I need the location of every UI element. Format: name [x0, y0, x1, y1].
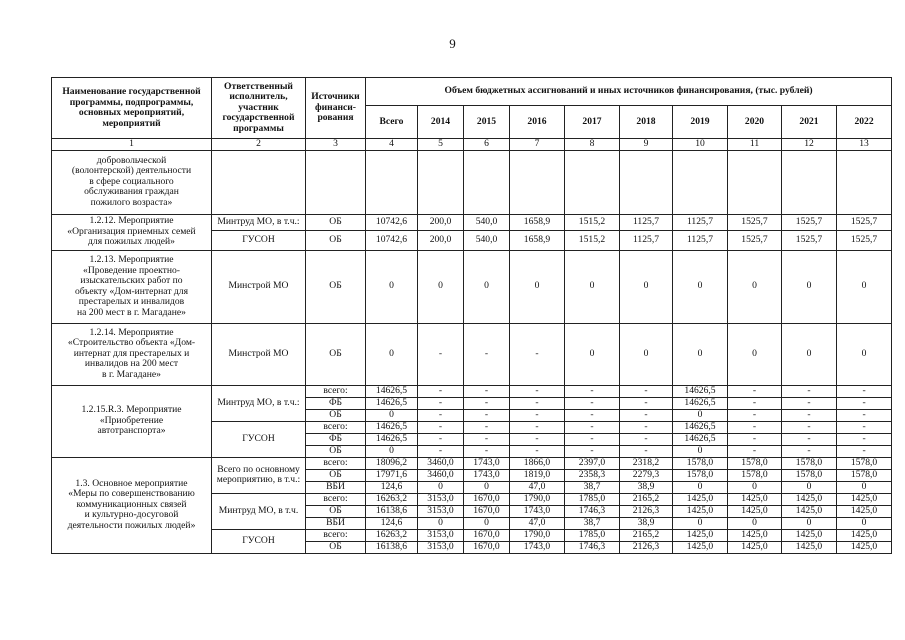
value-cell: - [418, 445, 464, 457]
table-row [52, 457, 892, 469]
value-cell: 0 [837, 250, 892, 323]
responsible-cell: ГУСОН [212, 529, 306, 553]
value-cell: 1578,0 [782, 457, 837, 469]
header-year: 2015 [464, 106, 510, 139]
value-cell: - [837, 397, 892, 409]
index-cell: 3 [306, 139, 366, 151]
empty-cell [728, 150, 782, 214]
empty-cell [418, 150, 464, 214]
value-cell: - [418, 409, 464, 421]
value-cell: - [464, 385, 510, 397]
value-cell: 0 [366, 445, 418, 457]
value-cell: 1790,0 [510, 529, 565, 541]
value-cell: 38,7 [565, 481, 620, 493]
index-cell: 12 [782, 139, 837, 151]
measure-name: 1.2.13. Мероприятие «Проведение проектно- изыскательских работ по объекту «Дом-интернат для престарелых и инвалидов на 200 мест в г. Магадане» [52, 250, 212, 323]
value-cell: 14626,5 [673, 433, 728, 445]
value-cell: - [565, 409, 620, 421]
value-cell: - [620, 445, 673, 457]
value-cell: - [728, 421, 782, 433]
value-cell: - [837, 445, 892, 457]
value-cell: 1425,0 [673, 493, 728, 505]
value-cell: 1425,0 [837, 529, 892, 541]
value-cell: 3153,0 [418, 493, 464, 505]
value-cell: 2279,3 [620, 469, 673, 481]
source-cell: ФБ [306, 397, 366, 409]
value-cell: 1743,0 [464, 457, 510, 469]
responsible-cell: Минтруд МО, в т.ч.: [212, 385, 306, 421]
value-cell: 0 [366, 409, 418, 421]
value-cell: 1578,0 [728, 457, 782, 469]
value-cell: - [620, 397, 673, 409]
page-number: 9 [449, 36, 456, 51]
header-year: 2020 [728, 106, 782, 139]
value-cell: 0 [673, 409, 728, 421]
source-cell: всего: [306, 421, 366, 433]
value-cell: 1125,7 [673, 214, 728, 230]
table-row [52, 214, 892, 230]
value-cell: 0 [673, 517, 728, 529]
value-cell: 1425,0 [728, 541, 782, 553]
source-cell: ОБ [306, 409, 366, 421]
value-cell: 2165,2 [620, 529, 673, 541]
value-cell: - [565, 433, 620, 445]
value-cell: 0 [782, 250, 837, 323]
value-cell: - [728, 445, 782, 457]
value-cell: 3460,0 [418, 457, 464, 469]
value-cell: - [565, 397, 620, 409]
value-cell: - [837, 385, 892, 397]
index-cell: 9 [620, 139, 673, 151]
value-cell: 540,0 [464, 230, 510, 250]
value-cell: - [728, 433, 782, 445]
header-responsible: Ответственный исполнитель, участник государственной программы [212, 78, 306, 139]
source-cell: ОБ [306, 250, 366, 323]
value-cell: 1658,9 [510, 230, 565, 250]
index-cell: 13 [837, 139, 892, 151]
value-cell: 0 [673, 445, 728, 457]
header-year: 2018 [620, 106, 673, 139]
responsible-cell: ГУСОН [212, 230, 306, 250]
value-cell: 1743,0 [510, 505, 565, 517]
value-cell: 1785,0 [565, 493, 620, 505]
value-cell: 1746,3 [565, 541, 620, 553]
value-cell: 0 [673, 481, 728, 493]
value-cell: 1578,0 [782, 469, 837, 481]
value-cell: - [782, 385, 837, 397]
source-cell: ОБ [306, 230, 366, 250]
responsible-cell: Минтруд МО, в т.ч.: [212, 214, 306, 230]
responsible-cell: Минтруд МО, в т.ч. [212, 493, 306, 529]
value-cell: 47,0 [510, 517, 565, 529]
value-cell: 0 [510, 250, 565, 323]
value-cell: - [510, 421, 565, 433]
header-year: 2016 [510, 106, 565, 139]
value-cell: - [418, 397, 464, 409]
value-cell: 1125,7 [620, 230, 673, 250]
value-cell: 1425,0 [673, 529, 728, 541]
value-cell: 1515,2 [565, 230, 620, 250]
value-cell: - [837, 433, 892, 445]
value-cell: 0 [782, 323, 837, 385]
value-cell: 38,9 [620, 517, 673, 529]
empty-cell [212, 150, 306, 214]
value-cell: - [728, 397, 782, 409]
value-cell: 14626,5 [673, 385, 728, 397]
source-cell: ОБ [306, 505, 366, 517]
value-cell: 14626,5 [366, 421, 418, 433]
empty-cell [620, 150, 673, 214]
value-cell: 14626,5 [366, 397, 418, 409]
value-cell: 2318,2 [620, 457, 673, 469]
value-cell: 1578,0 [673, 457, 728, 469]
responsible-cell: Минстрой МО [212, 250, 306, 323]
value-cell: 1743,0 [510, 541, 565, 553]
value-cell: - [620, 421, 673, 433]
value-cell: 1658,9 [510, 214, 565, 230]
value-cell: 0 [728, 517, 782, 529]
index-cell: 10 [673, 139, 728, 151]
value-cell: - [510, 409, 565, 421]
value-cell: 0 [565, 323, 620, 385]
value-cell: 0 [837, 517, 892, 529]
value-cell: 1866,0 [510, 457, 565, 469]
value-cell: 540,0 [464, 214, 510, 230]
value-cell: 17971,6 [366, 469, 418, 481]
value-cell: 1670,0 [464, 541, 510, 553]
value-cell: 1125,7 [673, 230, 728, 250]
value-cell: - [510, 323, 565, 385]
value-cell: 1746,3 [565, 505, 620, 517]
value-cell: - [464, 445, 510, 457]
index-cell: 6 [464, 139, 510, 151]
source-cell: всего: [306, 385, 366, 397]
value-cell: 0 [728, 481, 782, 493]
value-cell: 0 [728, 323, 782, 385]
value-cell: 1425,0 [673, 541, 728, 553]
value-cell: 3460,0 [418, 469, 464, 481]
value-cell: 0 [418, 517, 464, 529]
value-cell: 1578,0 [728, 469, 782, 481]
value-cell: - [620, 433, 673, 445]
header-funding: Объем бюджетных ассигнований и иных источников финансирования, (тыс. рублей) [366, 78, 892, 106]
value-cell: 2126,3 [620, 541, 673, 553]
value-cell: - [728, 385, 782, 397]
value-cell: 0 [620, 250, 673, 323]
value-cell: 1425,0 [782, 493, 837, 505]
value-cell: - [418, 323, 464, 385]
value-cell: 14626,5 [673, 421, 728, 433]
responsible-cell: Всего по основному мероприятию, в т.ч.: [212, 457, 306, 493]
responsible-cell: ГУСОН [212, 421, 306, 457]
value-cell: 124,6 [366, 481, 418, 493]
measure-name: 1.2.15.R.3. Мероприятие «Приобретение автотранспорта» [52, 385, 212, 457]
value-cell: - [565, 445, 620, 457]
value-cell: 0 [418, 250, 464, 323]
value-cell: 16138,6 [366, 505, 418, 517]
index-row [52, 139, 892, 151]
value-cell: 10742,6 [366, 230, 418, 250]
value-cell: - [418, 433, 464, 445]
table-row [52, 250, 892, 323]
value-cell: 1425,0 [837, 493, 892, 505]
value-cell: - [510, 397, 565, 409]
index-cell: 4 [366, 139, 418, 151]
value-cell: - [782, 445, 837, 457]
value-cell: 1670,0 [464, 505, 510, 517]
value-cell: 124,6 [366, 517, 418, 529]
value-cell: 200,0 [418, 230, 464, 250]
value-cell: 3153,0 [418, 529, 464, 541]
value-cell: 1743,0 [464, 469, 510, 481]
source-cell: всего: [306, 493, 366, 505]
table-row [52, 323, 892, 385]
value-cell: - [782, 433, 837, 445]
value-cell: 1670,0 [464, 493, 510, 505]
value-cell: - [464, 323, 510, 385]
value-cell: - [464, 397, 510, 409]
header-year: 2021 [782, 106, 837, 139]
value-cell: 1578,0 [673, 469, 728, 481]
value-cell: 0 [418, 481, 464, 493]
value-cell: 1425,0 [728, 505, 782, 517]
value-cell: - [464, 409, 510, 421]
empty-cell [782, 150, 837, 214]
empty-cell [673, 150, 728, 214]
value-cell: 18096,2 [366, 457, 418, 469]
header-total: Всего [366, 106, 418, 139]
measure-name: 1.2.12. Мероприятие «Организация приемных семей для пожилых людей» [52, 214, 212, 250]
value-cell: 1425,0 [782, 529, 837, 541]
measure-name: 1.2.14. Мероприятие «Строительство объекта «Дом- интернат для престарелых и инвалидов на 200 мест в г. Магадане» [52, 323, 212, 385]
value-cell: 0 [464, 250, 510, 323]
value-cell: 1525,7 [782, 214, 837, 230]
index-cell: 11 [728, 139, 782, 151]
value-cell: 1819,0 [510, 469, 565, 481]
index-cell: 5 [418, 139, 464, 151]
value-cell: - [464, 421, 510, 433]
table-row [52, 150, 892, 214]
empty-cell [565, 150, 620, 214]
value-cell: 1785,0 [565, 529, 620, 541]
source-cell: ОБ [306, 469, 366, 481]
source-cell: ВБИ [306, 481, 366, 493]
source-cell: ВБИ [306, 517, 366, 529]
header-year: 2017 [565, 106, 620, 139]
value-cell: - [620, 409, 673, 421]
responsible-cell: Минстрой МО [212, 323, 306, 385]
empty-cell [510, 150, 565, 214]
value-cell: 16263,2 [366, 493, 418, 505]
value-cell: 0 [565, 250, 620, 323]
header-year: 2022 [837, 106, 892, 139]
header-name: Наименование государственной программы, подпрограммы, основных мероприятий, мероприятий [52, 78, 212, 139]
value-cell: 0 [782, 517, 837, 529]
value-cell: 1578,0 [837, 469, 892, 481]
value-cell: - [418, 421, 464, 433]
value-cell: 2165,2 [620, 493, 673, 505]
value-cell: 1425,0 [837, 541, 892, 553]
empty-cell [464, 150, 510, 214]
measure-name: 1.3. Основное мероприятие «Меры по совершенствованию коммуникационных связей и культурно-досуговой деятельности пожилых людей» [52, 457, 212, 553]
value-cell: 2358,3 [565, 469, 620, 481]
value-cell: - [782, 397, 837, 409]
value-cell: 1425,0 [728, 529, 782, 541]
value-cell: 1525,7 [837, 214, 892, 230]
value-cell: - [418, 385, 464, 397]
header-source: Источники финанси-рования [306, 78, 366, 139]
value-cell: 10742,6 [366, 214, 418, 230]
empty-cell [366, 150, 418, 214]
value-cell: - [565, 385, 620, 397]
value-cell: 0 [366, 250, 418, 323]
value-cell: 2126,3 [620, 505, 673, 517]
value-cell: - [782, 409, 837, 421]
value-cell: - [620, 385, 673, 397]
value-cell: - [728, 409, 782, 421]
source-cell: всего: [306, 457, 366, 469]
value-cell: 0 [464, 481, 510, 493]
value-cell: - [565, 421, 620, 433]
value-cell: 0 [620, 323, 673, 385]
value-cell: 1790,0 [510, 493, 565, 505]
value-cell: 2397,0 [565, 457, 620, 469]
value-cell: 0 [837, 323, 892, 385]
value-cell: 1525,7 [837, 230, 892, 250]
value-cell: - [464, 433, 510, 445]
source-cell: ОБ [306, 214, 366, 230]
value-cell: 1425,0 [782, 541, 837, 553]
value-cell: - [510, 433, 565, 445]
funding-table [51, 77, 892, 554]
index-cell: 8 [565, 139, 620, 151]
index-cell: 2 [212, 139, 306, 151]
source-cell: ФБ [306, 433, 366, 445]
value-cell: 200,0 [418, 214, 464, 230]
value-cell: - [837, 409, 892, 421]
value-cell: 0 [464, 517, 510, 529]
value-cell: 3153,0 [418, 505, 464, 517]
value-cell: - [510, 445, 565, 457]
source-cell: ОБ [306, 323, 366, 385]
header-year: 2014 [418, 106, 464, 139]
value-cell: 1425,0 [728, 493, 782, 505]
value-cell: 1525,7 [782, 230, 837, 250]
value-cell: - [782, 421, 837, 433]
value-cell: 14626,5 [673, 397, 728, 409]
value-cell: - [837, 421, 892, 433]
table-row [52, 385, 892, 397]
measure-name: добровольческой (волонтерской) деятельности в сфере социального обслуживания граждан пожилого возраста» [52, 150, 212, 214]
value-cell: - [510, 385, 565, 397]
value-cell: 1515,2 [565, 214, 620, 230]
source-cell: ОБ [306, 445, 366, 457]
value-cell: 0 [837, 481, 892, 493]
value-cell: 1425,0 [837, 505, 892, 517]
value-cell: 1425,0 [673, 505, 728, 517]
value-cell: 38,7 [565, 517, 620, 529]
value-cell: 1670,0 [464, 529, 510, 541]
value-cell: 16263,2 [366, 529, 418, 541]
value-cell: 0 [673, 323, 728, 385]
value-cell: 1525,7 [728, 214, 782, 230]
source-cell: ОБ [306, 541, 366, 553]
value-cell: 1578,0 [837, 457, 892, 469]
empty-cell [837, 150, 892, 214]
index-cell: 7 [510, 139, 565, 151]
header-year: 2019 [673, 106, 728, 139]
value-cell: 1525,7 [728, 230, 782, 250]
value-cell: 1125,7 [620, 214, 673, 230]
value-cell: 0 [366, 323, 418, 385]
value-cell: 0 [782, 481, 837, 493]
value-cell: 47,0 [510, 481, 565, 493]
value-cell: 1425,0 [782, 505, 837, 517]
source-cell: всего: [306, 529, 366, 541]
value-cell: 0 [728, 250, 782, 323]
value-cell: 14626,5 [366, 433, 418, 445]
value-cell: 0 [673, 250, 728, 323]
index-cell: 1 [52, 139, 212, 151]
value-cell: 14626,5 [366, 385, 418, 397]
value-cell: 38,9 [620, 481, 673, 493]
empty-cell [306, 150, 366, 214]
value-cell: 16138,6 [366, 541, 418, 553]
value-cell: 3153,0 [418, 541, 464, 553]
